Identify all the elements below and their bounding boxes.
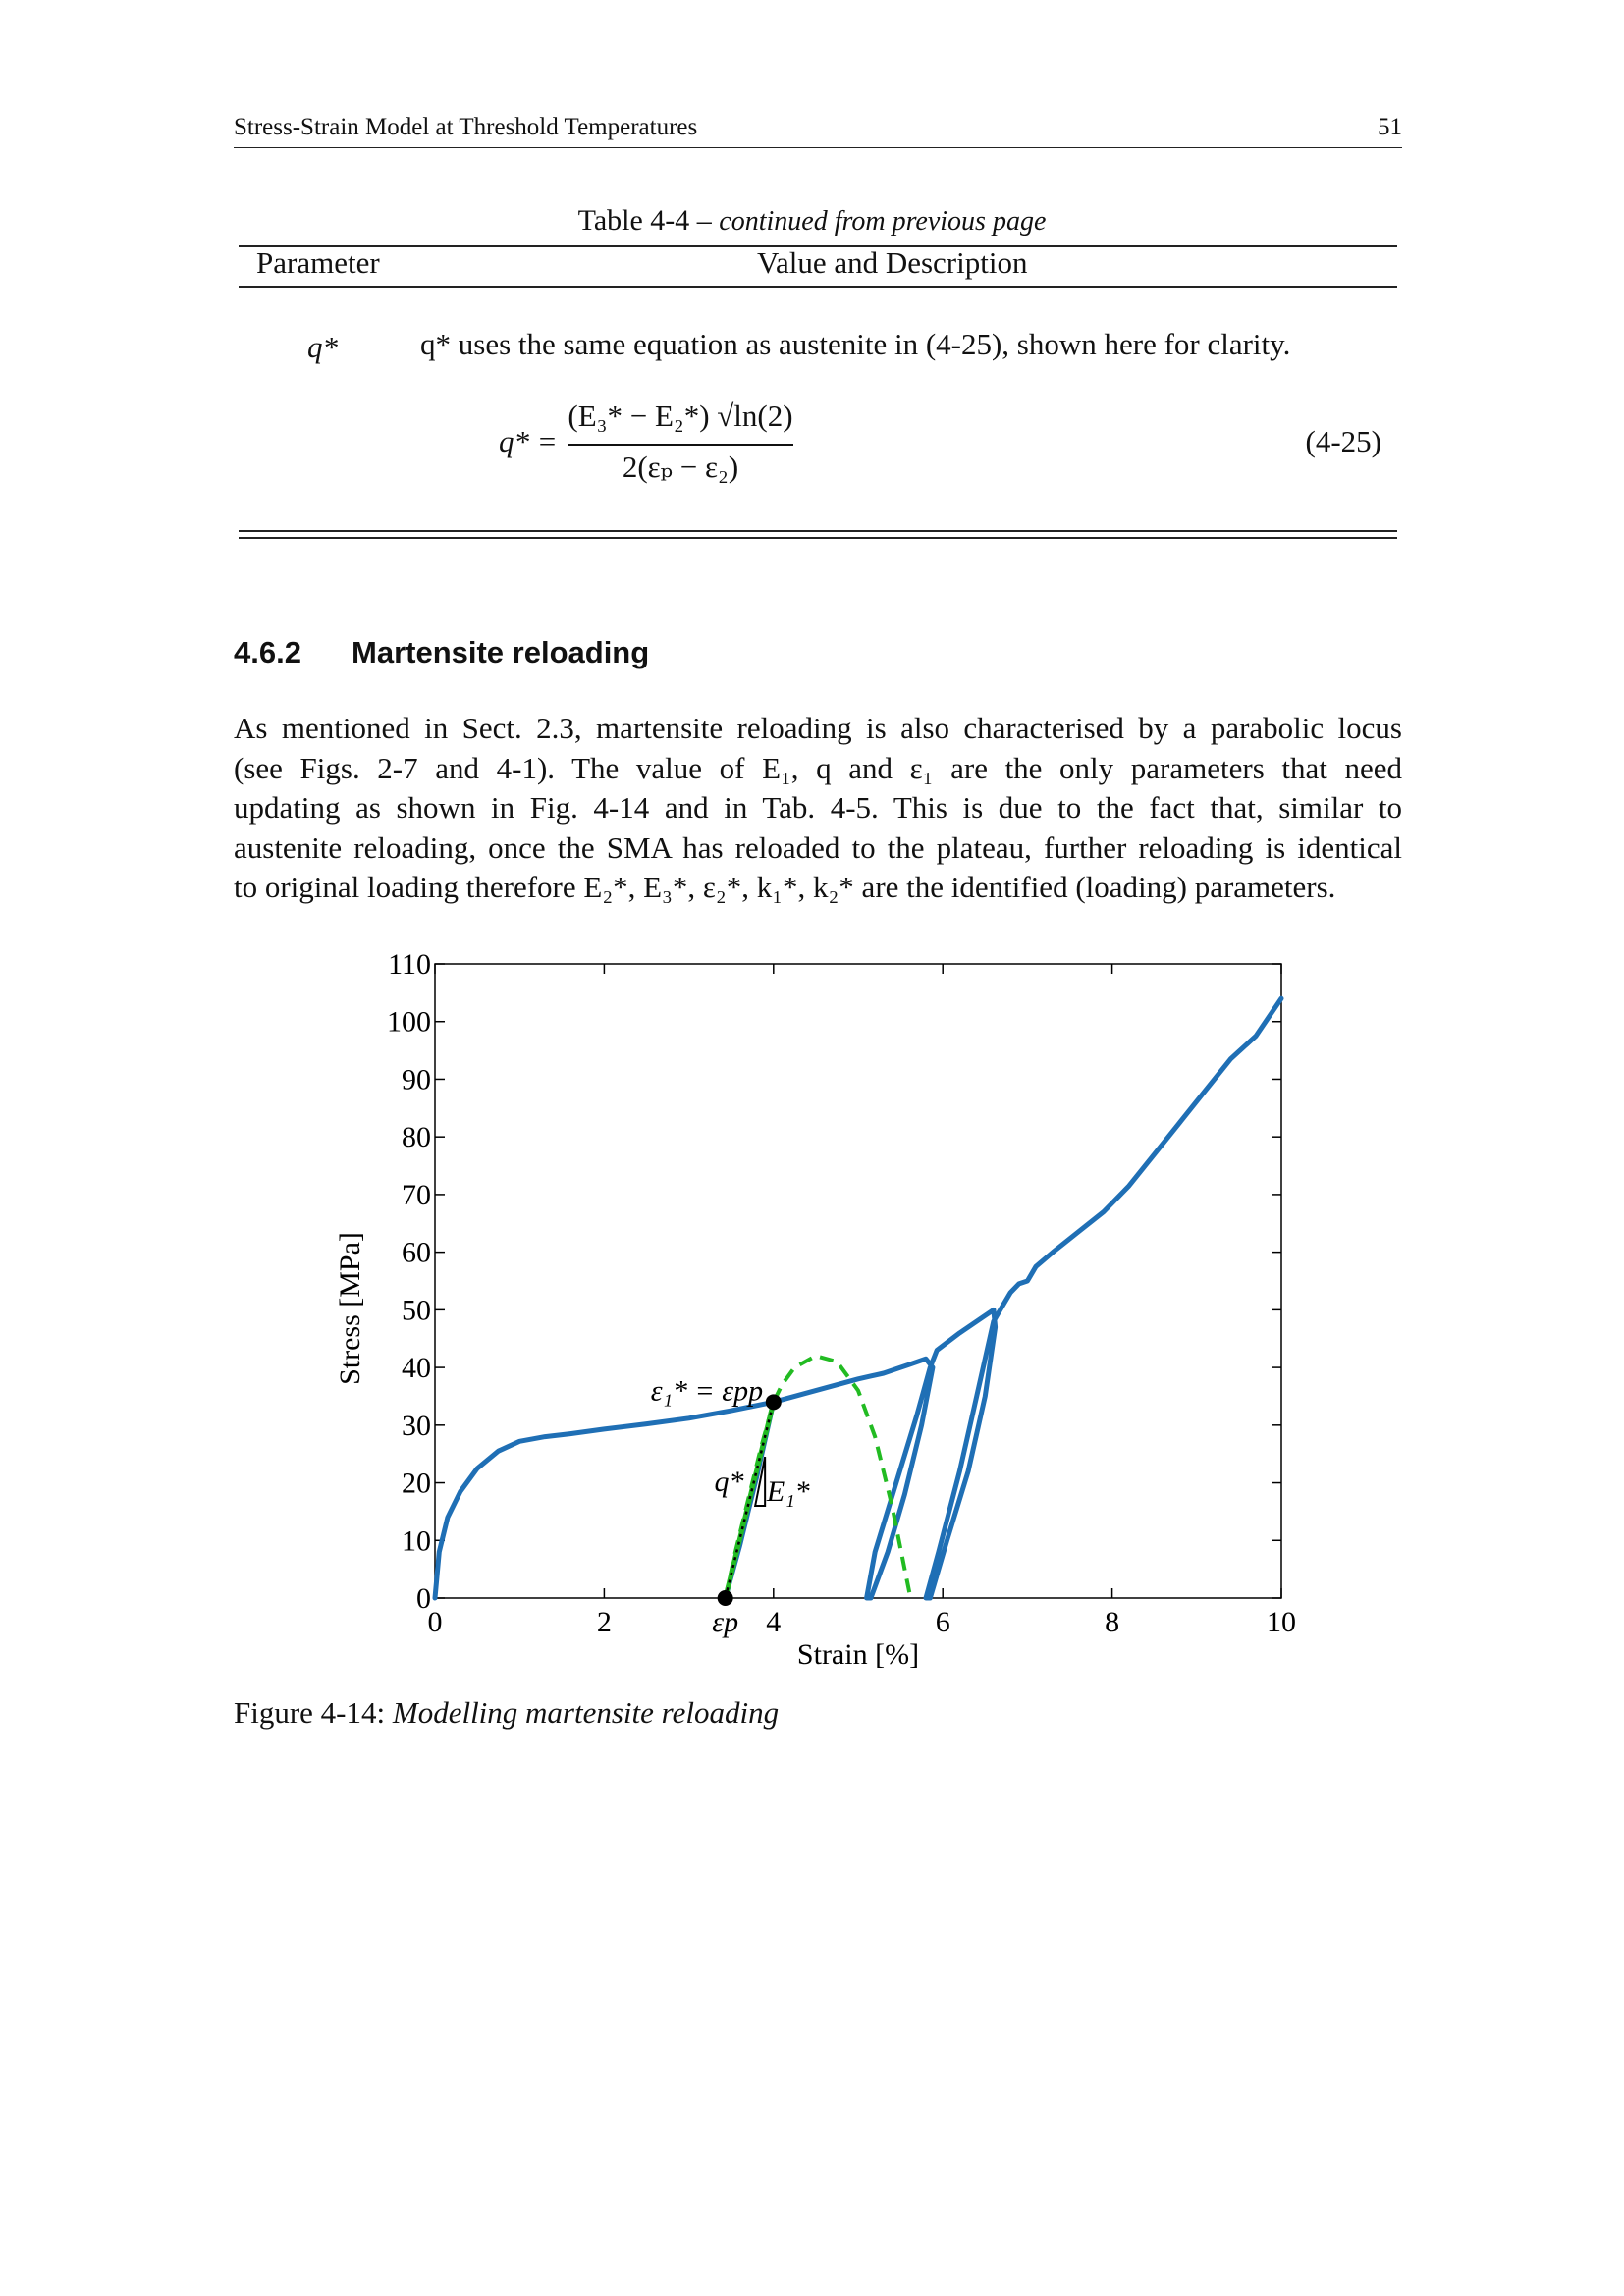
paragraph-line: As mentioned in Sect. 2.3, martensite reloading is also characterised by a parabolic locus — [234, 711, 1402, 745]
paragraph-line: updating as shown in Fig. 4-14 and in Tab. 4-5. This is due to the fact that, similar to — [234, 790, 1402, 825]
figure-caption-label: Figure 4-14: — [234, 1695, 393, 1730]
x-tick-label: 8 — [1105, 1606, 1120, 1638]
y-tick-label: 40 — [402, 1352, 431, 1385]
table-row-description: q* uses the same equation as austenite in (4-25), shown here for clarity. — [420, 327, 1291, 361]
equation-tag: (4-25) — [1305, 424, 1381, 458]
y-tick-label: 80 — [402, 1121, 431, 1154]
equation-numerator: (E₃* − E₂*) √ln(2) — [568, 399, 793, 433]
table-row-symbol: q* — [307, 330, 338, 364]
x-tick-label: 0 — [427, 1606, 443, 1638]
x-axis-label: Strain [%] — [796, 1638, 920, 1671]
figure-caption — [234, 1695, 779, 1731]
x-tick-label: 2 — [596, 1606, 612, 1638]
section-number: 4.6.2 — [234, 635, 301, 669]
eps1-annotation: ε₁* = εpp — [650, 1374, 764, 1408]
table-col-value: Value and Description — [757, 245, 1028, 280]
eps-pp-marker — [766, 1394, 782, 1410]
figure-caption-text: Modelling martensite reloading — [392, 1695, 780, 1730]
eps-p-marker — [718, 1590, 733, 1606]
y-tick-label: 50 — [402, 1294, 431, 1327]
running-title: Stress-Strain Model at Threshold Temperatures — [234, 114, 698, 140]
equation-lhs: q* = — [499, 424, 558, 458]
E1-annotation: E₁* — [766, 1474, 810, 1508]
table-caption-prefix: Table 4-4 – — [577, 204, 720, 237]
y-tick-label: 100 — [387, 1005, 431, 1039]
plot-frame — [435, 964, 1281, 1598]
y-tick-label: 110 — [388, 948, 431, 981]
y-tick-label: 90 — [402, 1063, 431, 1096]
page-number: 51 — [1378, 114, 1402, 140]
x-tick-label-eps-p: εp — [712, 1606, 739, 1638]
q-annotation: q* — [714, 1465, 744, 1498]
paragraph-line: to original loading therefore E₂*, E₃*, ε₂*, k₁*, k₂* are the identified (loading) parameters. — [234, 870, 1336, 904]
table-col-parameter: Parameter — [256, 245, 380, 280]
y-tick-label: 0 — [416, 1582, 431, 1615]
y-tick-label: 30 — [402, 1409, 431, 1442]
y-axis-label: Stress [MPa] — [334, 1232, 366, 1385]
y-tick-label: 70 — [402, 1178, 431, 1211]
section-title: Martensite reloading — [352, 635, 650, 669]
y-tick-label: 60 — [402, 1236, 431, 1269]
x-tick-label: 4 — [766, 1606, 782, 1638]
equation-denominator: 2(εₚ − ε₂) — [622, 450, 739, 484]
y-tick-label: 10 — [402, 1524, 431, 1558]
series-line-0 — [435, 998, 1281, 1598]
x-tick-label: 10 — [1267, 1606, 1296, 1638]
paragraph-line: austenite reloading, once the SMA has reloaded to the plateau, further reloading is identical — [234, 829, 1402, 865]
paragraph-line: (see Figs. 2-7 and 4-1). The value of E₁, q and ε₁ are the only parameters that need — [234, 750, 1402, 785]
x-tick-label: 6 — [935, 1606, 950, 1638]
y-tick-label: 20 — [402, 1467, 431, 1500]
table-caption-continued: continued from previous page — [719, 206, 1047, 237]
